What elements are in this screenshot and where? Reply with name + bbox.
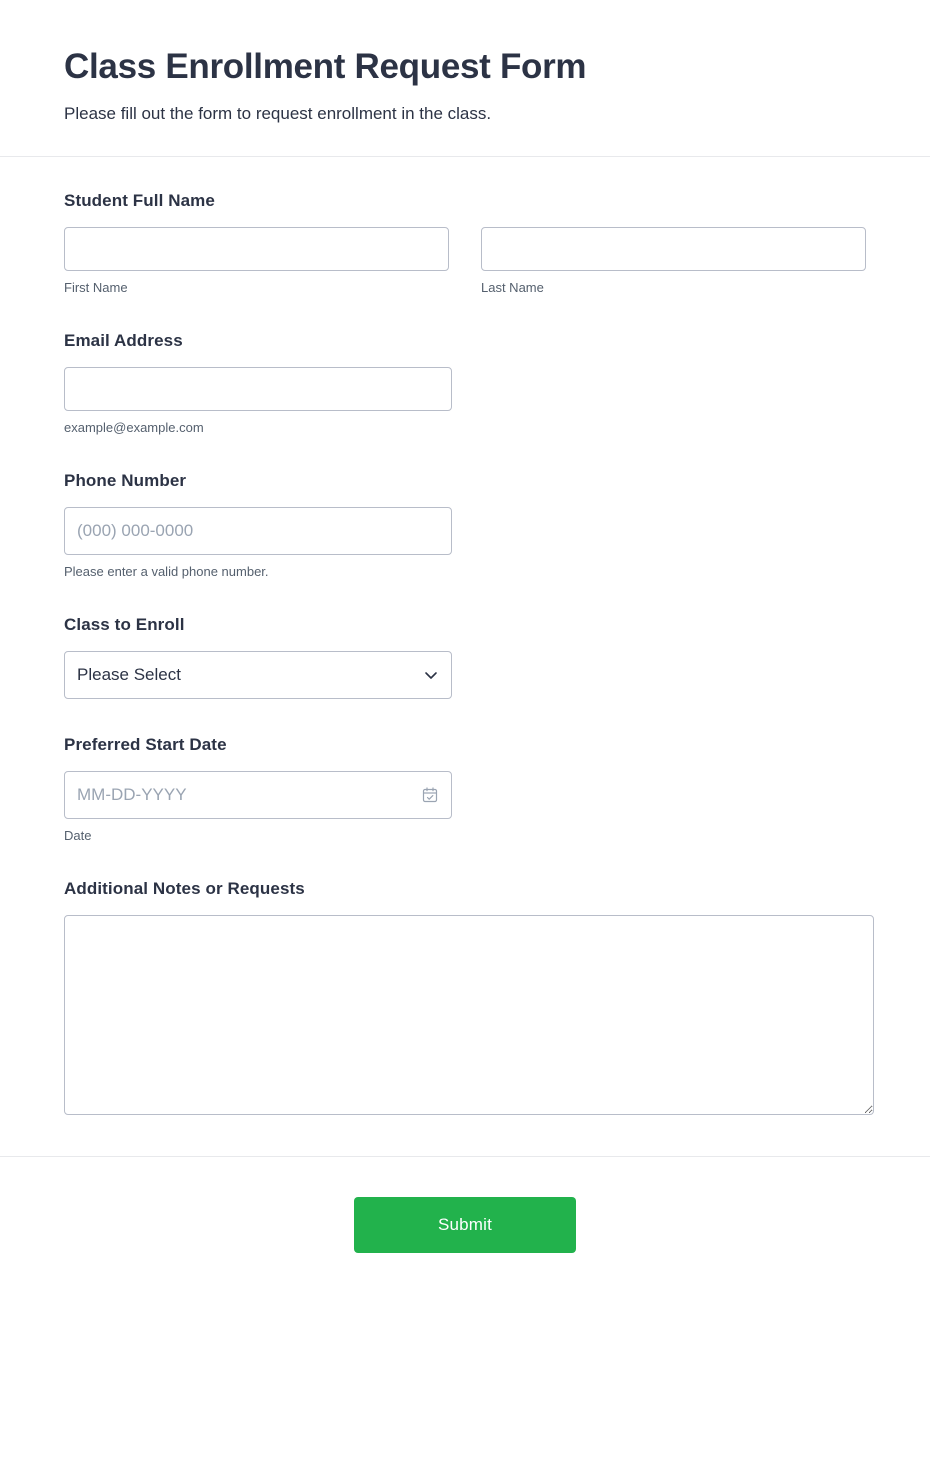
form-footer xyxy=(0,1156,930,1299)
field-additional-notes xyxy=(64,879,866,1120)
first-name-input[interactable] xyxy=(64,227,449,271)
form-header xyxy=(0,0,930,157)
first-name-sublabel: First Name xyxy=(64,279,128,295)
field-student-full-name xyxy=(64,191,866,295)
first-name-group xyxy=(64,227,449,295)
class-to-enroll-label: Class to Enroll xyxy=(64,614,185,634)
field-email-address xyxy=(64,331,866,435)
phone-input[interactable] xyxy=(64,507,452,555)
name-row xyxy=(64,227,866,295)
form-body xyxy=(0,157,930,1120)
page-title: Class Enrollment Request Form xyxy=(64,47,587,86)
additional-notes-label: Additional Notes or Requests xyxy=(64,878,305,898)
student-full-name-label: Student Full Name xyxy=(64,190,215,210)
preferred-start-date-label: Preferred Start Date xyxy=(64,734,227,754)
form-subtitle: Please fill out the form to request enrollment in the class. xyxy=(64,104,492,123)
date-input-wrap xyxy=(64,771,452,819)
start-date-input[interactable] xyxy=(64,771,452,819)
field-phone-number xyxy=(64,471,866,579)
additional-notes-textarea[interactable] xyxy=(64,915,874,1115)
submit-button[interactable]: Submit xyxy=(354,1197,576,1253)
email-input[interactable] xyxy=(64,367,452,411)
last-name-group xyxy=(481,227,866,295)
email-sublabel: example@example.com xyxy=(64,419,204,435)
field-preferred-start-date xyxy=(64,735,866,843)
field-class-to-enroll xyxy=(64,615,866,699)
phone-sublabel: Please enter a valid phone number. xyxy=(64,563,269,579)
phone-number-label: Phone Number xyxy=(64,470,187,490)
email-address-label: Email Address xyxy=(64,330,183,350)
class-to-enroll-select[interactable] xyxy=(64,651,452,699)
start-date-sublabel: Date xyxy=(64,827,92,843)
last-name-sublabel: Last Name xyxy=(481,279,544,295)
class-select-wrap xyxy=(64,651,452,699)
last-name-input[interactable] xyxy=(481,227,866,271)
